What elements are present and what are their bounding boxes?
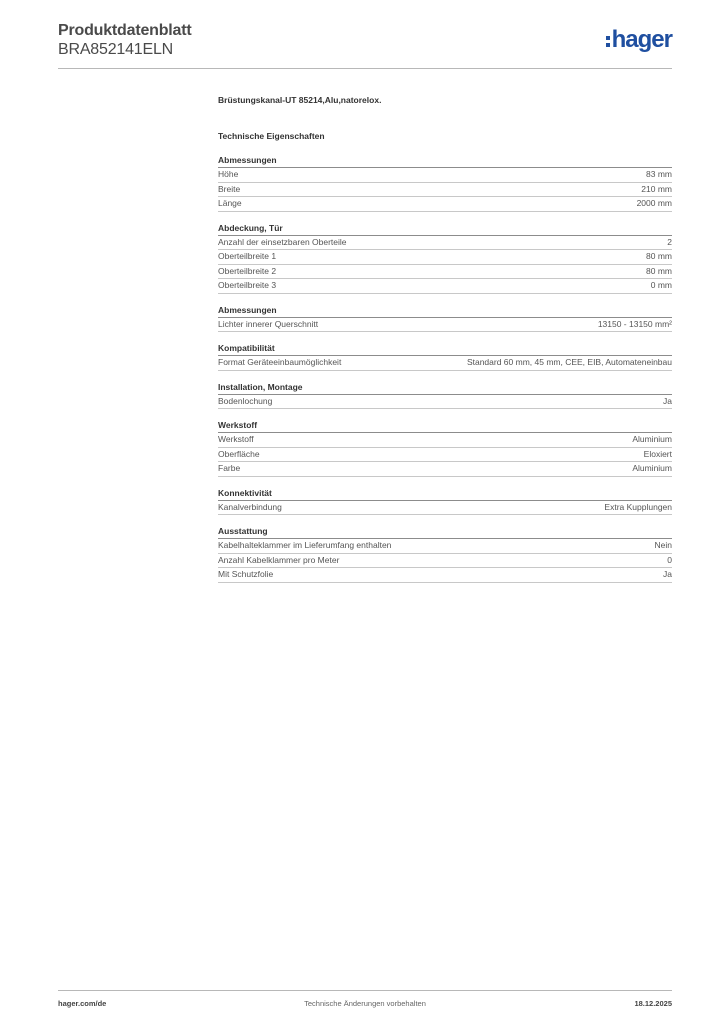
property-value: 13150 - 13150 mm² — [597, 318, 672, 329]
property-value: Nein — [654, 540, 672, 550]
property-value: 2000 mm — [636, 198, 672, 208]
section-title: Konnektivität — [218, 487, 672, 501]
property-value: Aluminium — [632, 463, 672, 473]
property-label: Breite — [218, 183, 241, 194]
property-label: Höhe — [218, 169, 239, 179]
section-title: Abdeckung, Tür — [218, 222, 672, 236]
property-value: Standard 60 mm, 45 mm, CEE, EIB, Automateneinbau — [466, 357, 672, 367]
property-section — [218, 342, 672, 371]
property-section — [218, 381, 672, 410]
property-sections — [218, 154, 672, 583]
property-value: 80 mm — [646, 251, 672, 261]
section-title: Ausstattung — [218, 525, 672, 539]
property-label: Anzahl der einsetzbaren Oberteile — [218, 236, 347, 247]
property-label: Farbe — [218, 463, 241, 473]
logo-text: hager — [611, 26, 672, 53]
property-section — [218, 419, 672, 477]
property-row — [218, 265, 672, 280]
property-label: Bodenlochung — [218, 395, 273, 406]
product-name: Brüstungskanal-UT 85214,Alu,natorelox. — [218, 95, 382, 105]
property-label: Werkstoff — [218, 434, 254, 444]
property-value: 80 mm — [646, 265, 672, 276]
property-row — [218, 554, 672, 569]
property-row — [218, 183, 672, 198]
property-row — [218, 279, 672, 294]
property-value: 2 — [667, 236, 672, 247]
section-title: Installation, Montage — [218, 381, 672, 395]
header-divider — [58, 68, 672, 69]
property-row — [218, 236, 672, 251]
property-row — [218, 356, 672, 371]
property-label: Oberteilbreite 2 — [218, 265, 277, 276]
property-label: Mit Schutzfolie — [218, 569, 274, 579]
property-label: Lichter innerer Querschnitt — [218, 318, 319, 329]
property-row — [218, 539, 672, 554]
property-row — [218, 318, 672, 333]
property-section — [218, 525, 672, 583]
property-value: Ja — [663, 569, 672, 579]
property-label: Kanalverbindung — [218, 501, 282, 512]
property-section — [218, 487, 672, 516]
property-value: Ja — [663, 395, 672, 406]
property-label: Format Geräteeinbaumöglichkeit — [218, 357, 342, 367]
property-section — [218, 222, 672, 294]
section-title: Kompatibilität — [218, 342, 672, 356]
property-label: Oberteilbreite 3 — [218, 280, 277, 290]
property-section — [218, 154, 672, 212]
property-row — [218, 197, 672, 212]
property-row — [218, 501, 672, 516]
section-title: Abmessungen — [218, 154, 672, 168]
section-title: Abmessungen — [218, 304, 672, 318]
footer-website: hager.com/de — [58, 999, 107, 1008]
document-title: Produktdatenblatt — [58, 22, 192, 39]
property-label: Oberteilbreite 1 — [218, 251, 277, 261]
property-value: 0 mm — [650, 280, 672, 290]
property-label: Anzahl Kabelklammer pro Meter — [218, 554, 340, 565]
property-value: 0 — [667, 554, 672, 565]
property-row — [218, 462, 672, 477]
logo-dots-icon — [606, 36, 610, 47]
footer-notice: Technische Änderungen vorbehalten — [304, 999, 426, 1008]
footer-date: 18.12.2025 — [634, 999, 672, 1008]
property-row — [218, 395, 672, 410]
datasheet-content — [218, 94, 672, 593]
property-value: 210 mm — [641, 183, 672, 194]
product-number: BRA852141ELN — [58, 41, 174, 58]
property-row — [218, 250, 672, 265]
hager-logo — [606, 27, 672, 53]
property-value: Extra Kupplungen — [604, 501, 672, 512]
property-row — [218, 433, 672, 448]
property-value: Aluminium — [632, 434, 672, 444]
section-title: Werkstoff — [218, 419, 672, 433]
property-row — [218, 448, 672, 463]
property-section — [218, 304, 672, 333]
technical-properties-heading: Technische Eigenschaften — [218, 131, 325, 141]
property-row — [218, 568, 672, 583]
property-value: Eloxiert — [643, 448, 672, 459]
page-header — [58, 22, 672, 68]
page-footer — [58, 998, 672, 1010]
property-value: 83 mm — [646, 169, 672, 179]
property-label: Oberfläche — [218, 448, 260, 459]
footer-divider — [58, 990, 672, 991]
property-label: Kabelhalteklammer im Lieferumfang enthalten — [218, 540, 392, 550]
property-label: Länge — [218, 198, 242, 208]
property-row — [218, 168, 672, 183]
